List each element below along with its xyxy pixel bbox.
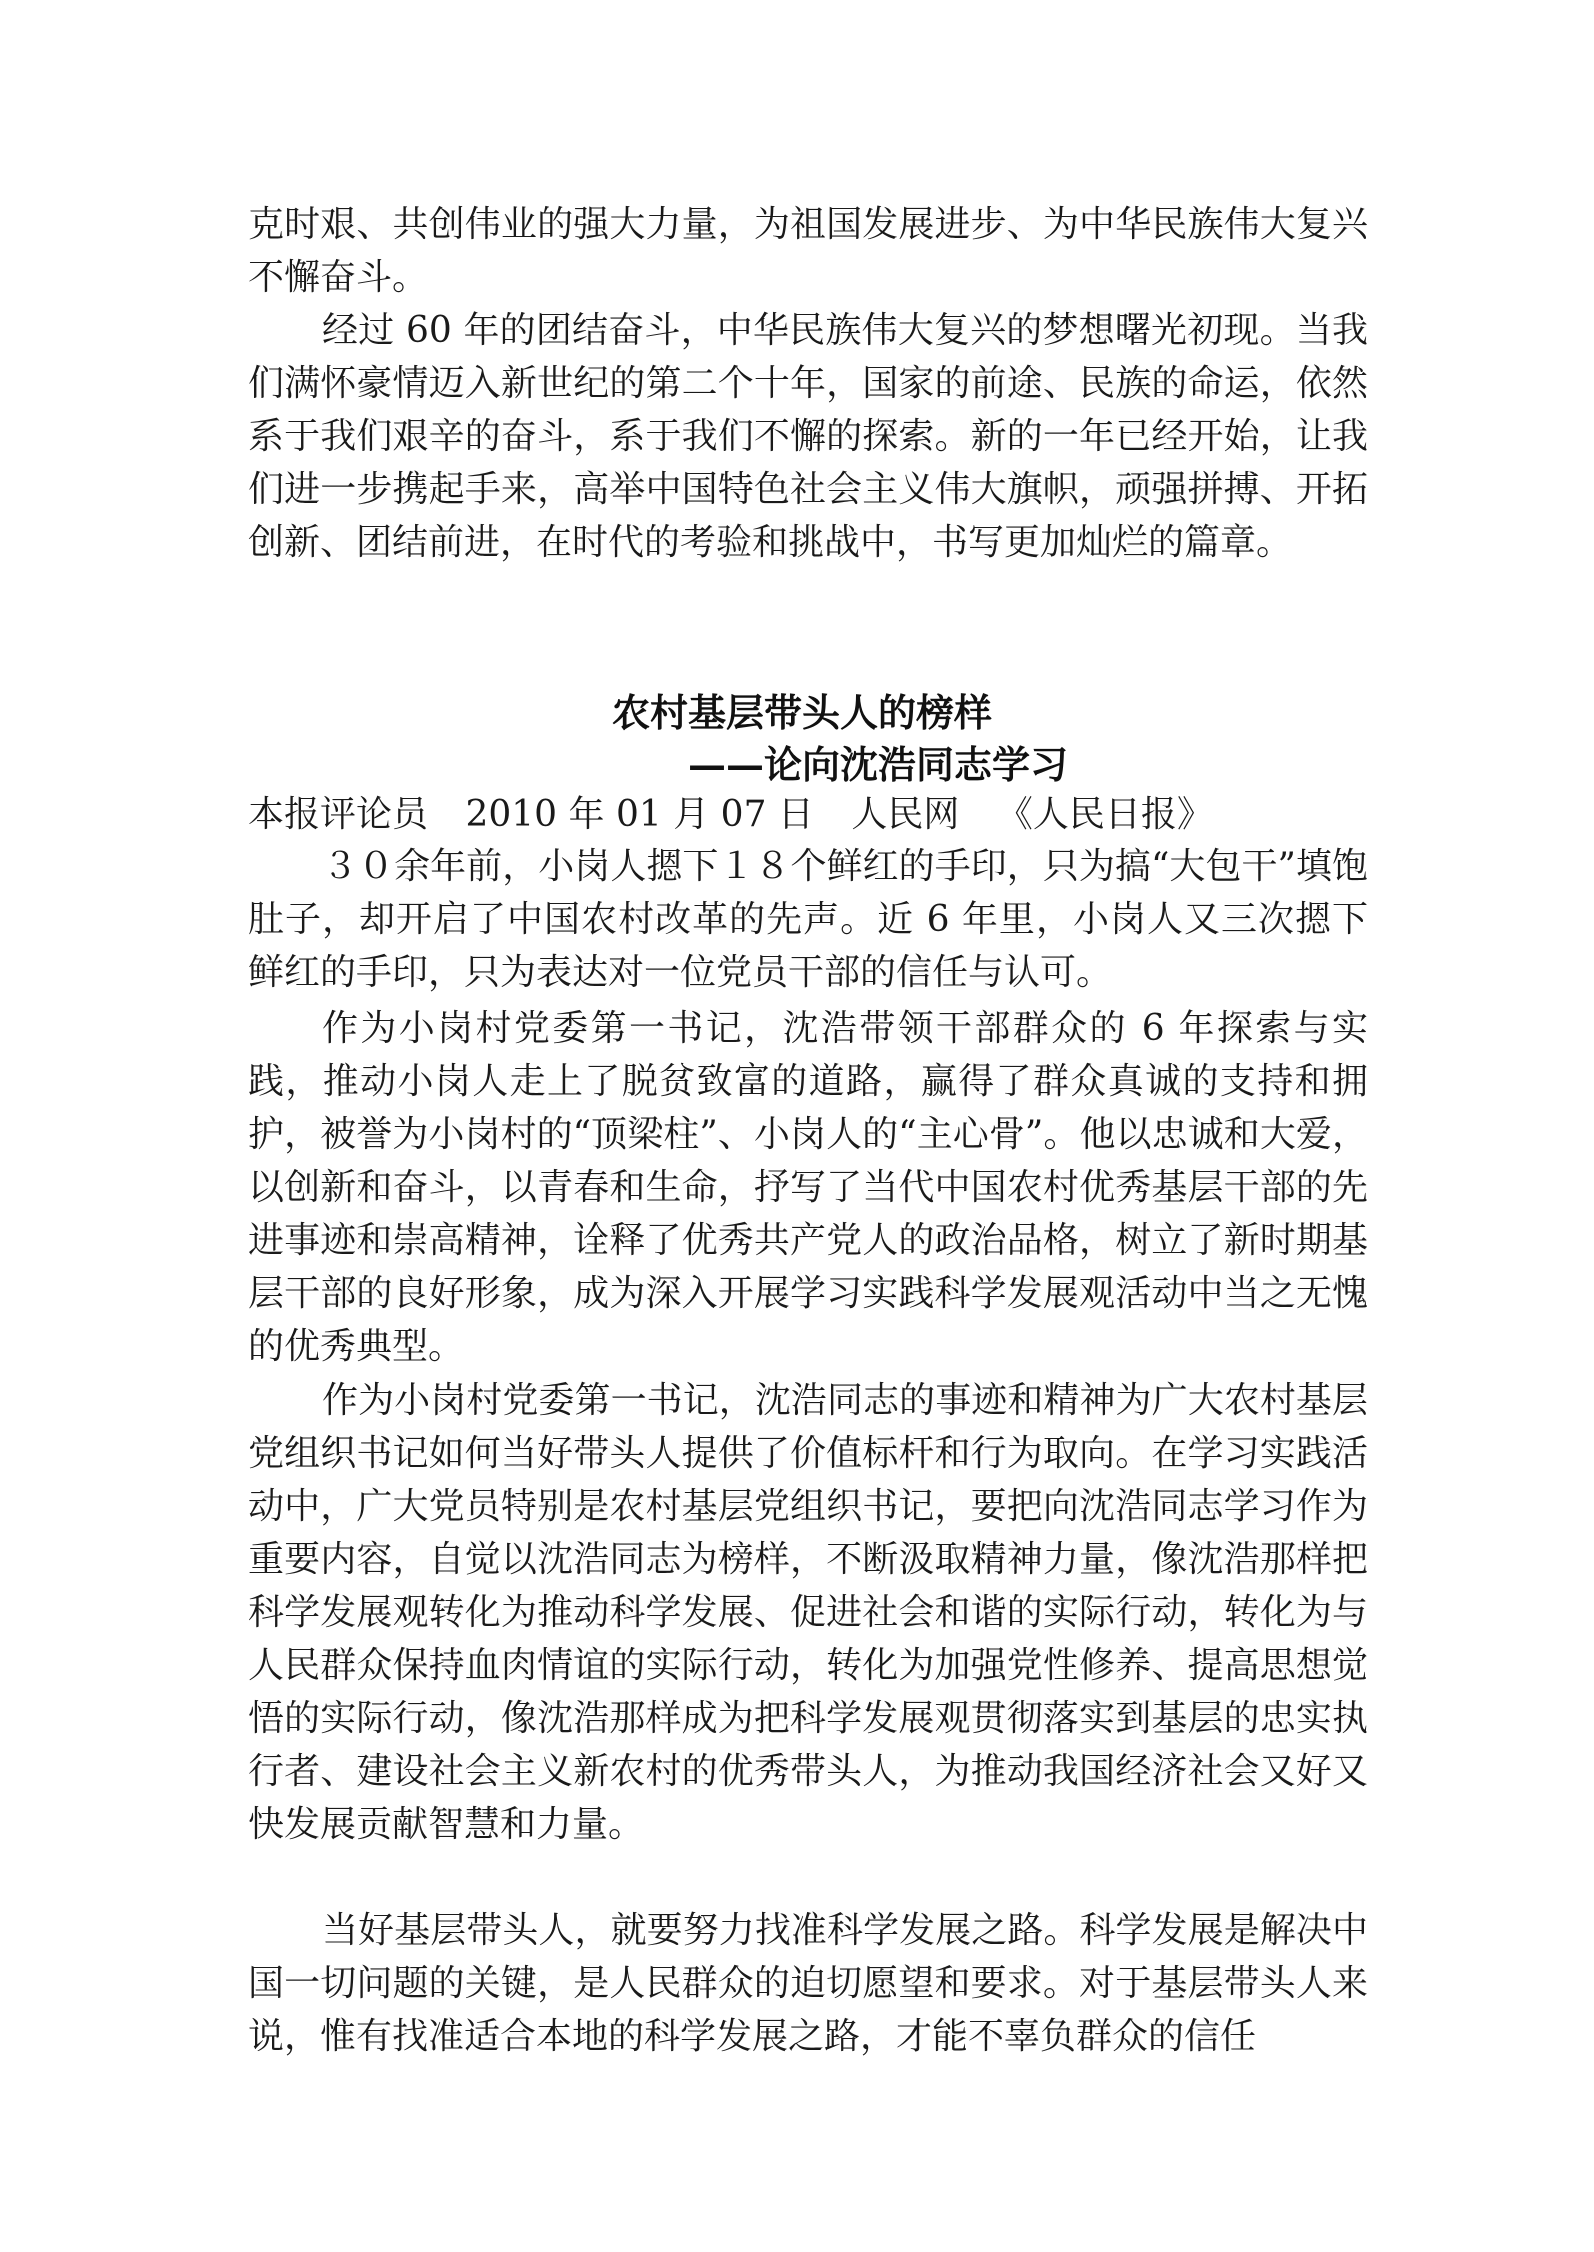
article-subtitle: ——论向沈浩同志学习 (688, 742, 1069, 787)
byline-publication: 《人民日报》 (996, 794, 1213, 835)
byline-date: 2010 年 01 月 07 日 (465, 794, 814, 835)
article-paragraph-3: 作为小岗村党委第一书记，沈浩同志的事迹和精神为广大农村基层党组织书记如何当好带头人提供了价值标杆和行为取向。在学习实践活动中，广大党员特别是农村基层党组织书记，要把向沈浩同志学习作为重要内容，自觉以沈浩同志为榜样，不断汲取精神力量，像沈浩那样把科学发展观转化为推动科学发展、促进社会和谐的实际行动，转化为与人民群众保持血肉情谊的实际行动，转化为加强党性修养、提高思想觉悟的实际行动，像沈浩那样成为把科学发展观贯彻落实到基层的忠实执行者、建设社会主义新农村的优秀带头人，为推动我国经济社会又好又快发展贡献智慧和力量。 (248, 1380, 1368, 1845)
article-paragraph-4: 当好基层带头人，就要努力找准科学发展之路。科学发展是解决中国一切问题的关键，是人民群众的迫切愿望和要求。对于基层带头人来说，惟有找准适合本地的科学发展之路，才能不辜负群众的信任 (248, 1910, 1368, 2057)
continued-paragraph: 克时艰、共创伟业的强大力量，为祖国发展进步、为中华民族伟大复兴不懈奋斗。 (248, 204, 1368, 298)
closing-paragraph: 经过 60 年的团结奋斗，中华民族伟大复兴的梦想曙光初现。当我们满怀豪情迈入新世纪的第二个十年，国家的前途、民族的命运，依然系于我们艰辛的奋斗，系于我们不懈的探索。新的一年已经开始，让我们进一步携起手来，高举中国特色社会主义伟大旗帜，顽强拼搏、开拓创新、团结前进，在时代的考验和挑战中，书写更加灿烂的篇章。 (248, 310, 1368, 563)
article-title: 农村基层带头人的榜样 (612, 690, 993, 735)
byline (248, 786, 1239, 837)
byline-author: 本报评论员 (248, 794, 429, 835)
article-paragraph-2: 作为小岗村党委第一书记，沈浩带领干部群众的 6 年探索与实践，推动小岗人走上了脱贫致富的道路，赢得了群众真诚的支持和拥护，被誉为小岗村的“顶梁柱”、小岗人的“主心骨”。他以忠诚和大爱，以创新和奋斗，以青春和生命，抒写了当代中国农村优秀基层干部的先进事迹和崇高精神，诠释了优秀共产党人的政治品格，树立了新时期基层干部的良好形象，成为深入开展学习实践科学发展观活动中当之无愧的优秀典型。 (248, 1008, 1368, 1367)
article-paragraph-1: ３０余年前，小岗人摁下１８个鲜红的手印，只为搞“大包干”填饱肚子，却开启了中国农村改革的先声。近 6 年里，小岗人又三次摁下鲜红的手印，只为表达对一位党员干部的信任与认可。 (248, 846, 1368, 993)
byline-source: 人民网 (851, 794, 960, 835)
